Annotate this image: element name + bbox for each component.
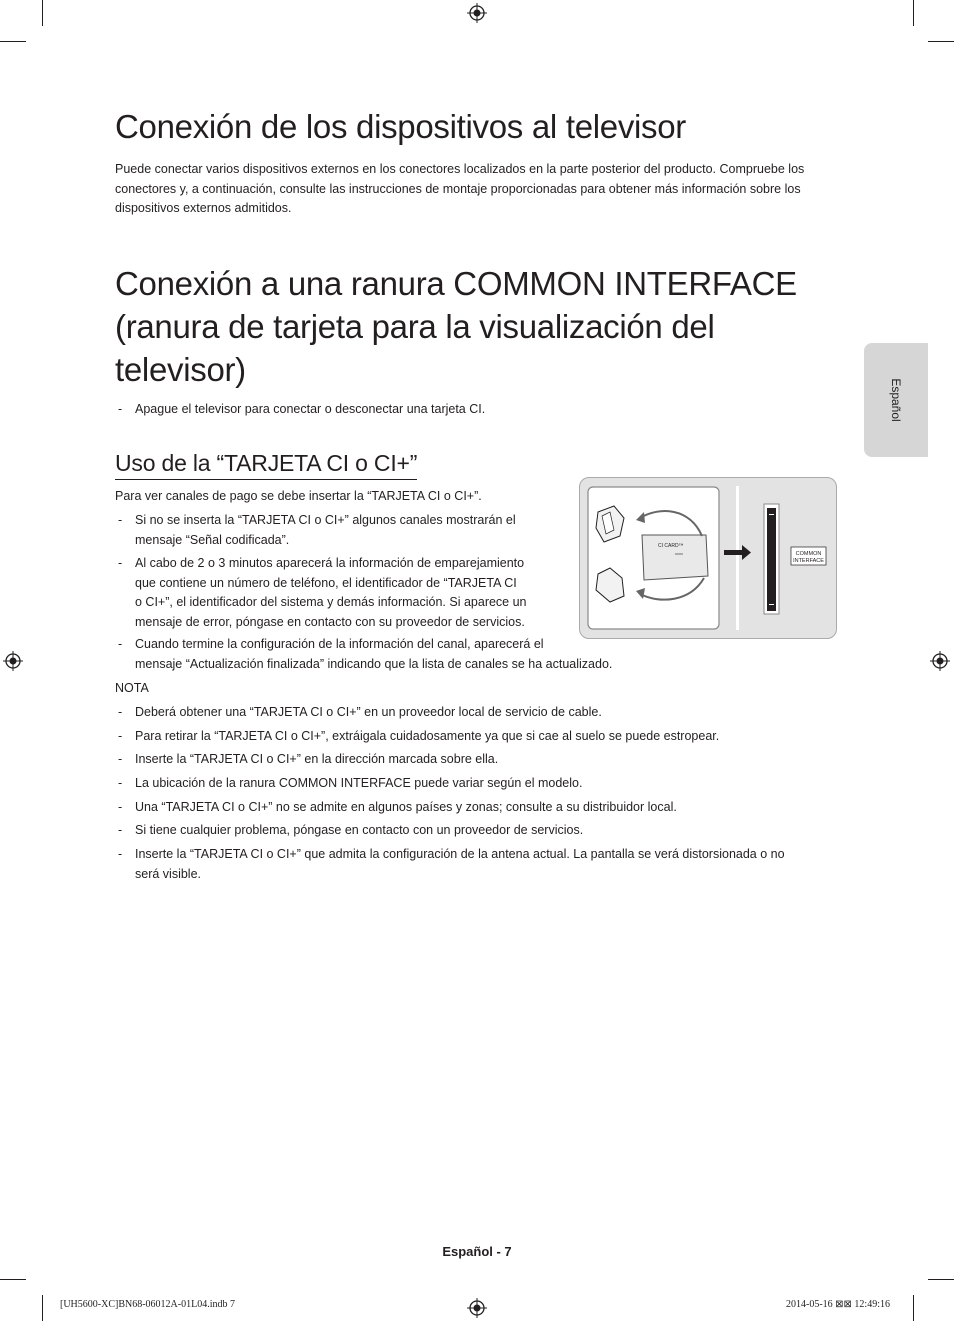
language-side-tab [864,343,928,457]
note-list-text: Una “TARJETA CI o CI+” no se admite en algunos países y zonas; consulte a su distribuidor local. [135,800,677,814]
list-item-line: que contiene un número de teléfono, el identificador de “TARJETA CI [135,575,517,590]
port-label-line: COMMON [795,551,822,557]
note-list-text: será visible. [135,866,201,881]
note-list-item: - Si tiene cualquier problema, póngase en contacto con un proveedor de servicios. [115,821,583,841]
registration-mark-icon [3,651,23,671]
registration-mark-icon [930,651,950,671]
note-list-text: Si tiene cualquier problema, póngase en contacto con un proveedor de servicios. [135,823,584,837]
list-item-line: Si no se inserta la “TARJETA CI o CI+” algunos canales mostrarán el [135,513,516,527]
note-list-text: Inserte la “TARJETA CI o CI+” en la dirección marcada sobre ella. [135,752,499,766]
note-list-item: - La ubicación de la ranura COMMON INTERFACE puede variar según el modelo. [115,774,582,794]
crop-mark [913,1295,914,1321]
crop-mark [0,1279,26,1280]
crop-mark [928,41,954,42]
note-list-text: Para retirar la “TARJETA CI o CI+”, extráigala cuidadosamente ya que si cae al suelo se puede estropear. [135,729,720,743]
registration-mark-icon [467,3,487,23]
list-item: - Cuando termine la configuración de la información del canal, aparecerá el mensaje “Actualización finalizada” indicando que la lista de canales se ha actualizado. [115,635,612,674]
note-list-item: - Para retirar la “TARJETA CI o CI+”, extráigala cuidadosamente ya que si cae al suelo se puede estropear. [115,727,719,747]
print-slug-left: [UH5600-XC]BN68-06012A-01L04.indb 7 [60,1299,235,1310]
crop-mark [913,0,914,26]
crop-mark [928,1279,954,1280]
list-item-line: mensaje “Actualización finalizada” indicando que la lista de canales se ha actualizado. [135,656,613,671]
note-list-item: - Una “TARJETA CI o CI+” no se admite en algunos países y zonas; consulte a su distribuidor local. [115,798,677,818]
note-list-text: La ubicación de la ranura COMMON INTERFACE puede variar según el modelo. [135,776,583,790]
list-item-line: Cuando termine la configuración de la información del canal, aparecerá el [135,637,544,651]
page-title: Conexión de los dispositivos al televisor [115,108,687,145]
list-item: - Al cabo de 2 o 3 minutos aparecerá la información de emparejamiento que contiene un número de teléfono, el identificador de “TARJETA CI o CI+”, el identificador del sistema y demás información. Si aparece un mensaje de error, póngase en contacto con su proveedor de servicios. [115,554,527,632]
crop-mark [0,41,26,42]
list-item-line: Al cabo de 2 o 3 minutos aparecerá la información de emparejamiento [135,556,525,570]
list-item-line: o CI+”, el identificador del sistema y demás información. Si aparece un [135,595,527,609]
subsection-title: Uso de la “TARJETA CI o CI+” [115,450,417,480]
lead-paragraph: Para ver canales de pago se debe insertar la “TARJETA CI o CI+”. [115,489,482,503]
section-title-line: televisor) [115,351,246,388]
crop-mark [42,1295,43,1321]
list-item-line: mensaje de error, póngase en contacto con su proveedor de servicios. [135,614,525,629]
language-tab-label: Español [889,378,903,422]
card-label: CI CARD™ [658,543,684,549]
ci-card-illustration [579,477,837,639]
section-title-line: Conexión a una ranura COMMON INTERFACE [115,265,797,302]
list-item-line: mensaje “Señal codificada”. [135,532,290,547]
crop-mark [42,0,43,26]
note-list-item: - Inserte la “TARJETA CI o CI+” que admita la configuración de la antena actual. La pantalla se verá distorsionada o no será visible. [115,845,785,884]
note-text: Apague el televisor para conectar o desconectar una tarjeta CI. [135,402,486,416]
intro-paragraph: Puede conectar varios dispositivos externos en los conectores localizados en la parte posterior del producto. Compruebe los conectores y, a continuación, consulte las instrucciones de montaje proporcionadas para obtener más información sobre los dispositivos externos admitidos. [115,162,805,215]
note-item: - Apague el televisor para conectar o desconectar una tarjeta CI. [115,400,485,420]
note-list-item: - Deberá obtener una “TARJETA CI o CI+” en un proveedor local de servicio de cable. [115,703,602,723]
section-title-line: (ranura de tarjeta para la visualización del [115,308,715,345]
section-title-common-interface [115,262,835,391]
note-list-item: - Inserte la “TARJETA CI o CI+” en la dirección marcada sobre ella. [115,750,498,770]
port-label-line: INTERFACE [793,558,824,564]
page-number: Español - 7 [442,1244,512,1259]
list-item: - Si no se inserta la “TARJETA CI o CI+” algunos canales mostrarán el mensaje “Señal codificada”. [115,511,516,550]
ci-card-diagram [580,478,836,638]
print-slug-right: 2014-05-16 ⊠⊠ 12:49:16 [786,1299,890,1310]
note-list-text: Inserte la “TARJETA CI o CI+” que admita la configuración de la antena actual. La pantalla se verá distorsionada o no [135,847,785,861]
note-list-text: Deberá obtener una “TARJETA CI o CI+” en un proveedor local de servicio de cable. [135,705,602,719]
registration-mark-icon [467,1298,487,1318]
note-heading: NOTA [115,681,149,695]
